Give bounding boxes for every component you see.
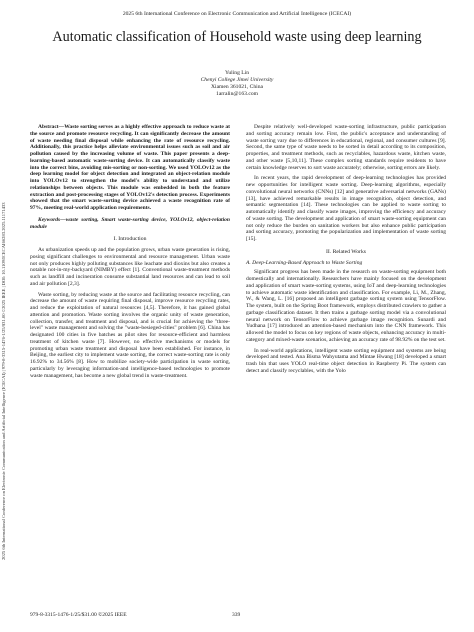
abstract: Abstract—Waste sorting serves as a highly effective approach to reduce waste at the source and promote resource recycling. It can significantly decrease the amount of waste needing final disposal while enhancing the rate of resource recycling. Additionally, this practice helps alleviate environmental issues such as soil and air pollution caused by the increasing volume of waste. This paper presents a deep-learning-based automatic waste-sorting device. It can automatically classify waste into the correct bins, avoiding mis-sorting or non-sorting. We used YOLOv12 as the deep learning model for object detection and integrated an object-relation module into YOLOv12 to strengthen the model's ability to understand and utilize relationships between objects. This module was embedded in both the feature extraction and post-processing stages of YOLOv12's detection process. Experiments showed that the smart waste-sorting device achieved a waste recognition rate of 97%, meeting real-world application requirements. (30, 124, 230, 211)
author-block (0, 70, 474, 98)
related-paragraph-2: In real-world applications, intelligent waste sorting equipment and systems are being developed and tested. Ana Bisma Wahyutama and Mintae Hwang [18] developed a smart trash bin that uses YOLO real-time object detection in Raspberry Pi. The system can detect and classify recyclables, with the Yolo (246, 347, 446, 374)
keywords: Keywords—waste sorting, Smart waste-sorting device, YOLOv12, object-relation module (30, 216, 230, 230)
author-name: Yuling Lin (224, 70, 250, 76)
related-paragraph-1: Significant progress has been made in the research on waste-sorting equipment both domestically and internationally. Researchers have mainly focused on the development and application of smart waste-sorting systems, using IoT and deep-learning technologies to achieve automatic waste identification and classification. For example, Li, M., Zhang, W., & Wang, L. [16] proposed an intelligent garbage sorting system using TensorFlow. The system, built on the Spring Boot framework, employs distributed crawlers to gather a garbage classification dataset. It then trains a garbage sorting model via a convolutional neural network on TensorFlow to achieve garbage image recognition. Sunardi and Yudhana [17] introduced an attention-based mechanism into the CNN framework. This allowed the model to focus on key regions of waste objects, enhancing accuracy in multi-category and mixed-waste scenarios, achieving an accuracy rate of 98.92% on the test set. (246, 269, 446, 343)
right-column (246, 124, 446, 375)
intro-paragraph-4: In recent years, the rapid development of deep-learning technologies has provided new opportunities for intelligent waste sorting. Deep-learning algorithms, especially convolutional neural networks (CNNs) [12] and generative adversarial networks (GANs) [13], have achieved remarkable results in image recognition, object detection, and semantic segmentation [14]. These technologies can be applied to waste sorting to automatically identify and classify waste images, improving the efficiency and accuracy of waste sorting. The development and application of smart waste-sorting equipment can not only reduce the burden on sanitation workers but also enhance public participation and sorting accuracy, promoting the popularization and implementation of waste sorting [15]. (246, 175, 446, 242)
intro-paragraph-2: Waste sorting, by reducing waste at the source and facilitating resource recycling, can decrease the amount of waste requiring final disposal, improve resource recycling rates, and reduce the exploitation of natural resources [4,5]. Therefore, it has gained global attention and promotion. Waste sorting involves the organic unity of waste generation, collection, transfer, and treatment and disposal, and is crucial for achieving the "three-level" waste management and solving the "waste-besieged-cities" problem [6]. China has designated 100 cities in five batches as pilot sites for resource-efficient and harmless treatment of kitchen waste [7]. However, no effective mechanisms or models for promoting urban waste treatment and disposal have been established. For instance, in Beijing, the earliest city to implement waste sorting, the correct waste-sorting rate is only 16.92% to 34.56% [8]. How to mobilize society-wide participation in waste sorting, particularly by leveraging information-and intelligence-based technologies to promote waste management, has become a new global trend in waste-treatment. (30, 291, 230, 379)
side-margin-doi: 2025 6th International Conference on Electronic Communication and Artificial Intelligence (ICECAI) | 979-8-3315-1476-1/25/$31.00 ©2025 IEEE | DOI: 10.1109/ICECAI66283.2025.11171433 (1, 202, 6, 560)
intro-paragraph-3: Despite relatively well-developed waste-sorting infrastructure, public participation and sorting accuracy remain low. First, the public's acceptance and understanding of waste sorting vary due to differences in educational, regional, and consumer cultures [9]. Second, the same type of waste needs to be sorted in detail according to its composition, properties, and treatment methods, such as recyclables, hazardous waste, kitchen waste, and other waste [5,10,11]. These complex sorting standards require residents to have certain knowledge reserves to sort waste accurately; otherwise, sorting errors are likely. (246, 124, 446, 171)
section-heading-introduction: I. Introduction (113, 236, 147, 243)
author-affiliation: Chenyi College Jimei University (200, 77, 274, 83)
paper-title: Automatic classification of Household waste using deep learning (52, 29, 422, 45)
subsection-heading-deep-learning: A. Deep-Learning-Based Approach to Waste Sorting (246, 259, 363, 266)
author-email: 1arralin@163.com (216, 91, 258, 97)
author-city: Xiamen 361021, China (210, 84, 264, 90)
conference-header: 2025 6th International Conference on Electronic Communication and Artificial Intelligence (ICECAI) (122, 11, 352, 17)
footer-isbn: 979-8-3315-1476-1/25/$31.00 ©2025 IEEE (30, 612, 127, 618)
left-column (30, 124, 230, 379)
section-heading-related-works: II. Related Works (325, 248, 367, 255)
intro-paragraph-1: As urbanization speeds up and the population grows, urban waste generation is rising, posing significant challenges to environmental and resource management. Urban waste not only produces highly polluting substances like leachate and dioxins but also creates a notable not-in-my-backyard (NIMBY) effect [1]. Conventional waste-treatment methods such as landfill and incineration consume substantial land resources and can lead to soil and air pollution [2,3]. (30, 247, 230, 287)
page-number: 339 (232, 612, 241, 618)
